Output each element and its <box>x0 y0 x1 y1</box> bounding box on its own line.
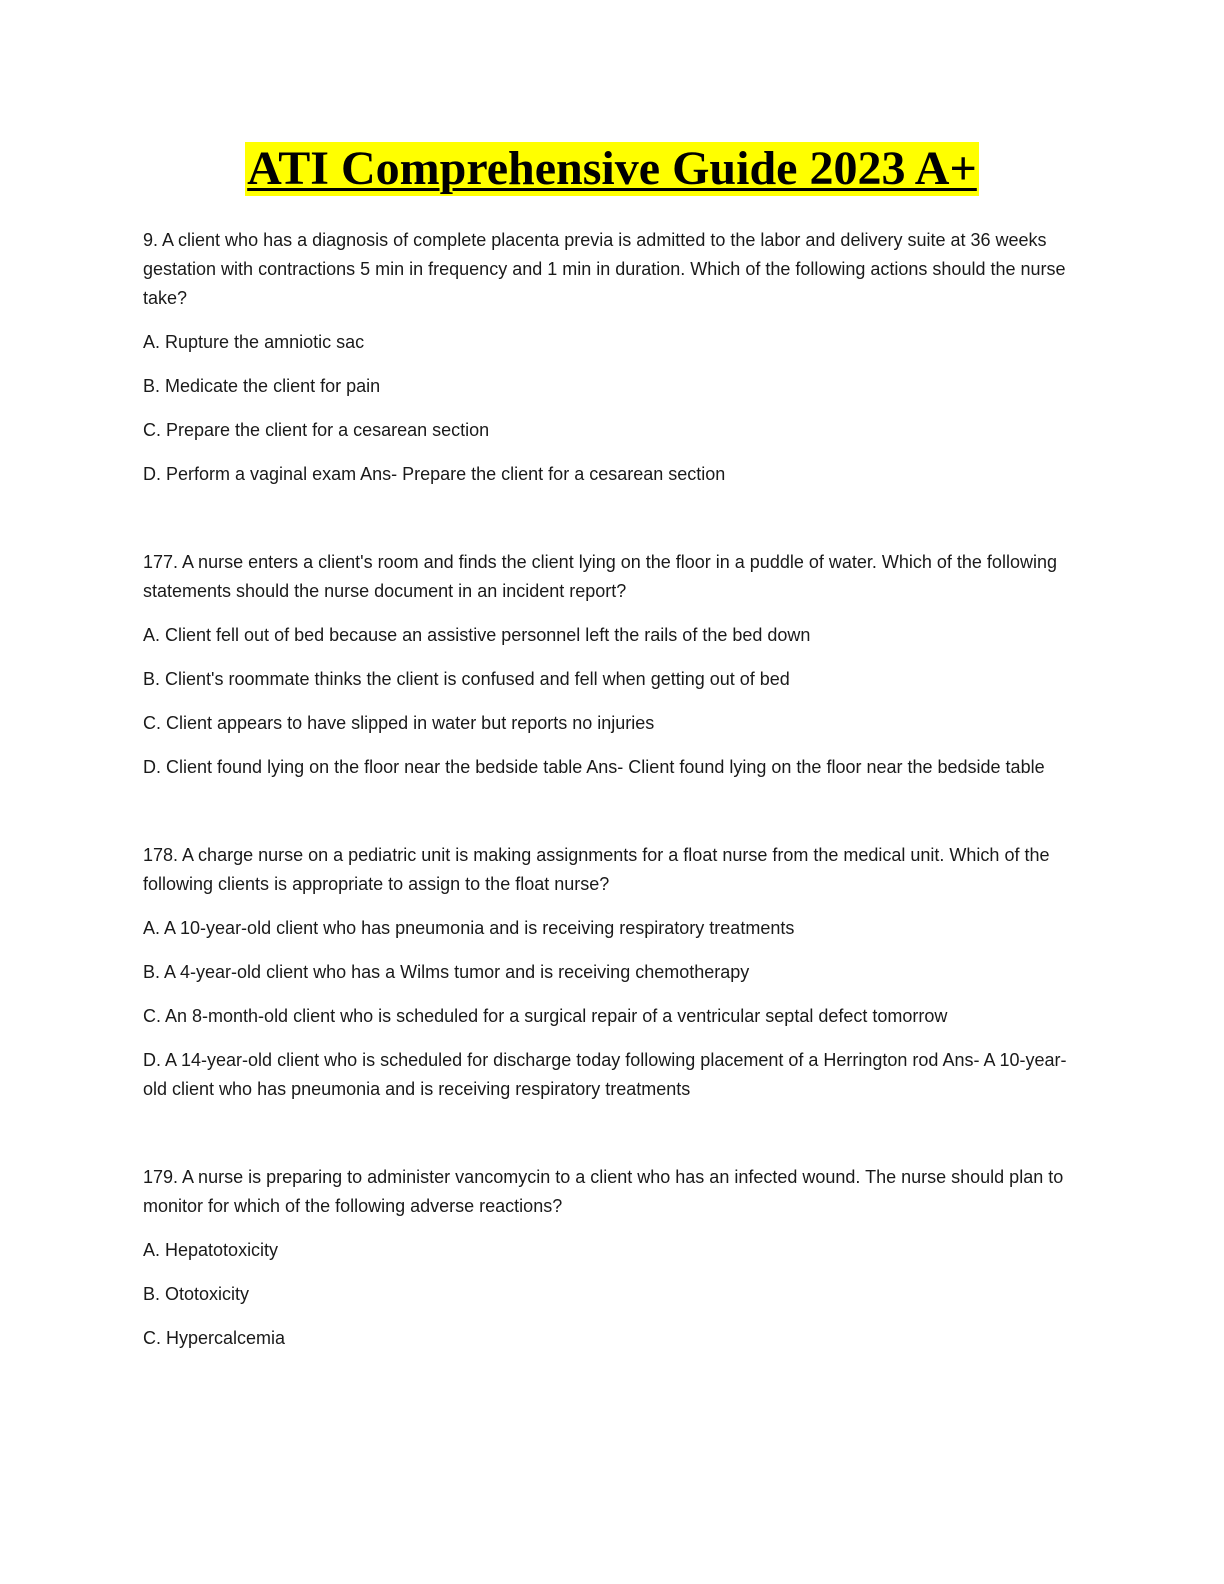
answer-option: D. Perform a vaginal exam Ans- Prepare the client for a cesarean section <box>143 464 726 484</box>
question-stem: 9. A client who has a diagnosis of complete placenta previa is admitted to the labor and delivery suite at 36 weeks gestation with contractions 5 min in frequency and 1 min in duration. Which of the following actions should the nurse take? <box>143 230 1066 308</box>
answer-option: B. Medicate the client for pain <box>143 376 381 396</box>
answer-option: B. Client's roommate thinks the client is confused and fell when getting out of bed <box>143 669 790 689</box>
question-stem: 178. A charge nurse on a pediatric unit is making assignments for a float nurse from the medical unit. Which of the following clients is appropriate to assign to the float nurse? <box>143 845 1050 894</box>
answer-option: B. A 4-year-old client who has a Wilms tumor and is receiving chemotherapy <box>143 962 750 982</box>
answer-option: C. An 8-month-old client who is scheduled for a surgical repair of a ventricular septal defect tomorrow <box>143 1006 948 1026</box>
question-spacer <box>143 1119 1083 1163</box>
question-stem: 177. A nurse enters a client's room and finds the client lying on the floor in a puddle of water. Which of the following statements should the nurse document in an incident report? <box>143 552 1057 601</box>
answer-option: C. Client appears to have slipped in water but reports no injuries <box>143 713 655 733</box>
answer-option: C. Hypercalcemia <box>143 1328 286 1348</box>
question-spacer <box>143 504 1083 548</box>
answer-option: A. Hepatotoxicity <box>143 1240 279 1260</box>
question-block <box>143 226 1083 489</box>
document-title: ATI Comprehensive Guide 2023 A+ <box>247 142 977 195</box>
document-body <box>143 226 1083 1368</box>
answer-option: A. A 10-year-old client who has pneumonia and is receiving respiratory treatments <box>143 918 795 938</box>
question-stem: 179. A nurse is preparing to administer vancomycin to a client who has an infected wound. The nurse should plan to monitor for which of the following adverse reactions? <box>143 1167 1064 1216</box>
question-block <box>143 1163 1083 1353</box>
question-block <box>143 548 1083 782</box>
answer-option: B. Ototoxicity <box>143 1284 250 1304</box>
title-block <box>0 142 1224 196</box>
answer-option: D. Client found lying on the floor near the bedside table Ans- Client found lying on the floor near the bedside table <box>143 757 1045 777</box>
answer-option: D. A 14-year-old client who is scheduled for discharge today following placement of a Herrington rod Ans- A 10-year-old client who has pneumonia and is receiving respiratory treatments <box>143 1050 1067 1099</box>
answer-option: A. Client fell out of bed because an assistive personnel left the rails of the bed down <box>143 625 811 645</box>
answer-option: A. Rupture the amniotic sac <box>143 332 365 352</box>
answer-option: C. Prepare the client for a cesarean section <box>143 420 490 440</box>
question-block <box>143 841 1083 1104</box>
question-spacer <box>143 797 1083 841</box>
